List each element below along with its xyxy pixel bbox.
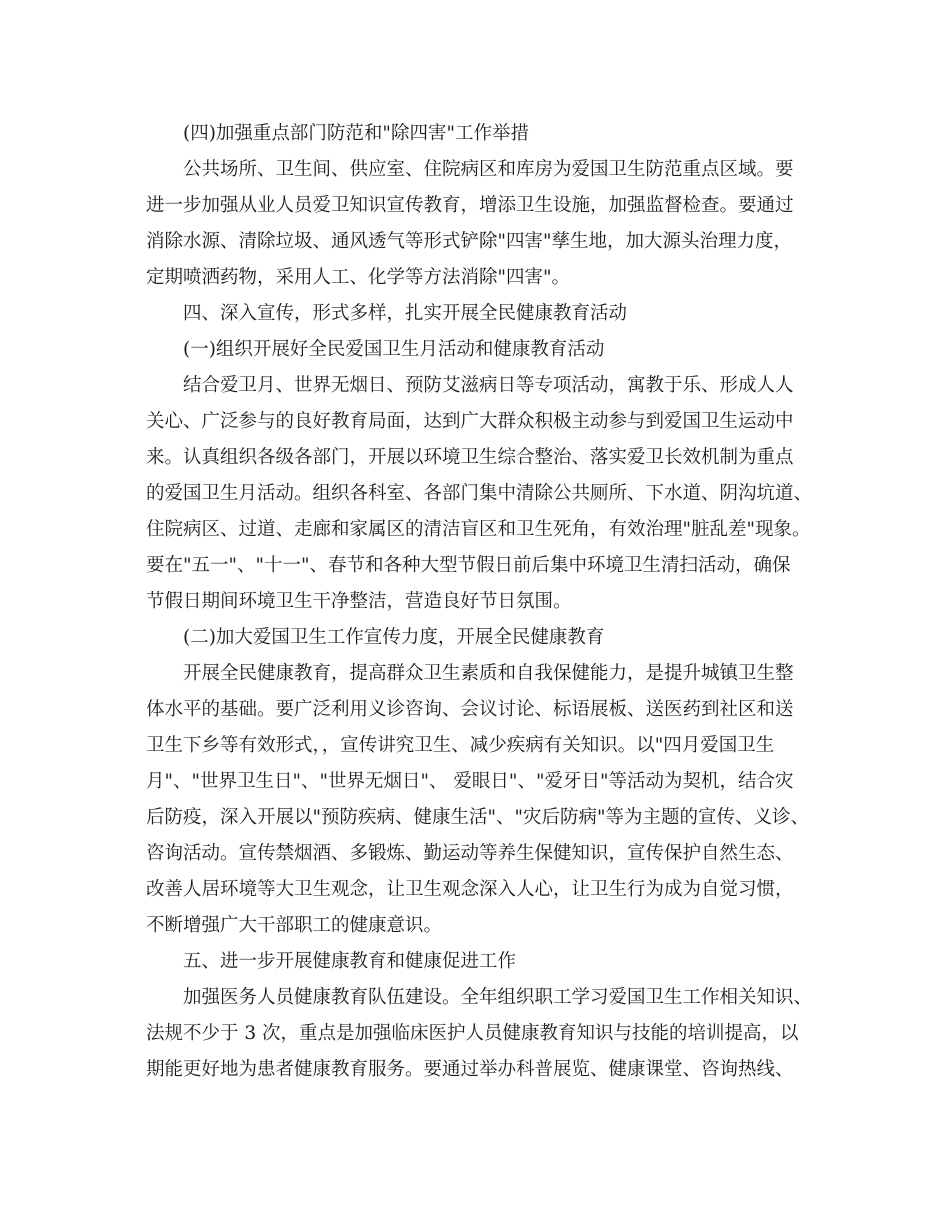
paragraph-line: 加强医务人员健康教育队伍建设。全年组织职工学习爱国卫生工作相关知识、	[183, 987, 813, 1008]
paragraph-line: 体水平的基础。要广泛利用义诊咨询、会议讨论、标语展板、送医药到社区和送	[146, 699, 794, 720]
paragraph-line: 的爱国卫生月活动。组织各科室、各部门集中清除公共厕所、下水道、阴沟坑道、	[146, 483, 813, 504]
section-heading: (一)组织开展好全民爱国卫生月活动和健康教育活动	[183, 339, 605, 360]
paragraph-line: 定期喷洒药物，采用人工、化学等方法消除"四害"。	[146, 267, 571, 288]
paragraph-line: 法规不少于 3 次，重点是加强临床医护人员健康教育知识与技能的培训提高，以	[146, 1023, 799, 1044]
paragraph-line: 不断增强广大干部职工的健康意识。	[146, 915, 443, 936]
section-heading: 四、深入宣传，形式多样，扎实开展全民健康教育活动	[183, 303, 628, 324]
section-heading: (四)加强重点部门防范和"除四害"工作举措	[183, 123, 529, 144]
paragraph-line: 住院病区、过道、走廊和家属区的清洁盲区和卫生死角，有效治理"脏乱差"现象。	[146, 519, 811, 540]
paragraph-line: 开展全民健康教育，提高群众卫生素质和自我保健能力，是提升城镇卫生整	[183, 663, 794, 684]
paragraph-line: 进一步加强从业人员爱卫知识宣传教育，增添卫生设施，加强监督检查。要通过	[146, 195, 794, 216]
paragraph-line: 消除水源、清除垃圾、通风透气等形式铲除"四害"孳生地，加大源头治理力度，	[146, 231, 793, 252]
paragraph-line: 月"、"世界卫生日"、"世界无烟日"、 爱眼日"、"爱牙日"等活动为契机，结合灾	[146, 771, 794, 792]
paragraph-line: 改善人居环境等大卫生观念，让卫生观念深入人心，让卫生行为成为自觉习惯，	[146, 879, 794, 900]
paragraph-line: 公共场所、卫生间、供应室、住院病区和库房为爱国卫生防范重点区域。要	[183, 159, 794, 180]
paragraph-line: 期能更好地为患者健康教育服务。要通过举办科普展览、健康课堂、咨询热线、	[146, 1059, 794, 1080]
paragraph-line: 节假日期间环境卫生干净整洁，营造良好节日氛围。	[146, 591, 572, 612]
document-page	[146, 116, 813, 1088]
paragraph-line: 咨询活动。宣传禁烟酒、多锻炼、勤运动等养生保健知识，宣传保护自然生态、	[146, 843, 794, 864]
section-heading: (二)加大爱国卫生工作宣传力度，开展全民健康教育	[183, 627, 605, 648]
paragraph-line: 来。认真组织各级各部门，开展以环境卫生综合整治、落实爱卫长效机制为重点	[146, 447, 794, 468]
paragraph-line: 后防疫，深入开展以"预防疾病、健康生活"、"灾后防病"等为主题的宣传、义诊、	[146, 807, 810, 828]
paragraph-line: 关心、广泛参与的良好教育局面，达到广大群众积极主动参与到爱国卫生运动中	[146, 411, 794, 432]
paragraph-line: 卫生下乡等有效形式，，宣传讲究卫生、减少疾病有关知识。以"四月爱国卫生	[146, 735, 775, 756]
paragraph-line: 要在"五一"、"十一"、春节和各种大型节假日前后集中环境卫生清扫活动，确保	[146, 555, 791, 576]
section-heading: 五、进一步开展健康教育和健康促进工作	[183, 951, 517, 972]
paragraph-line: 结合爱卫月、世界无烟日、预防艾滋病日等专项活动，寓教于乐、形成人人	[183, 375, 794, 396]
